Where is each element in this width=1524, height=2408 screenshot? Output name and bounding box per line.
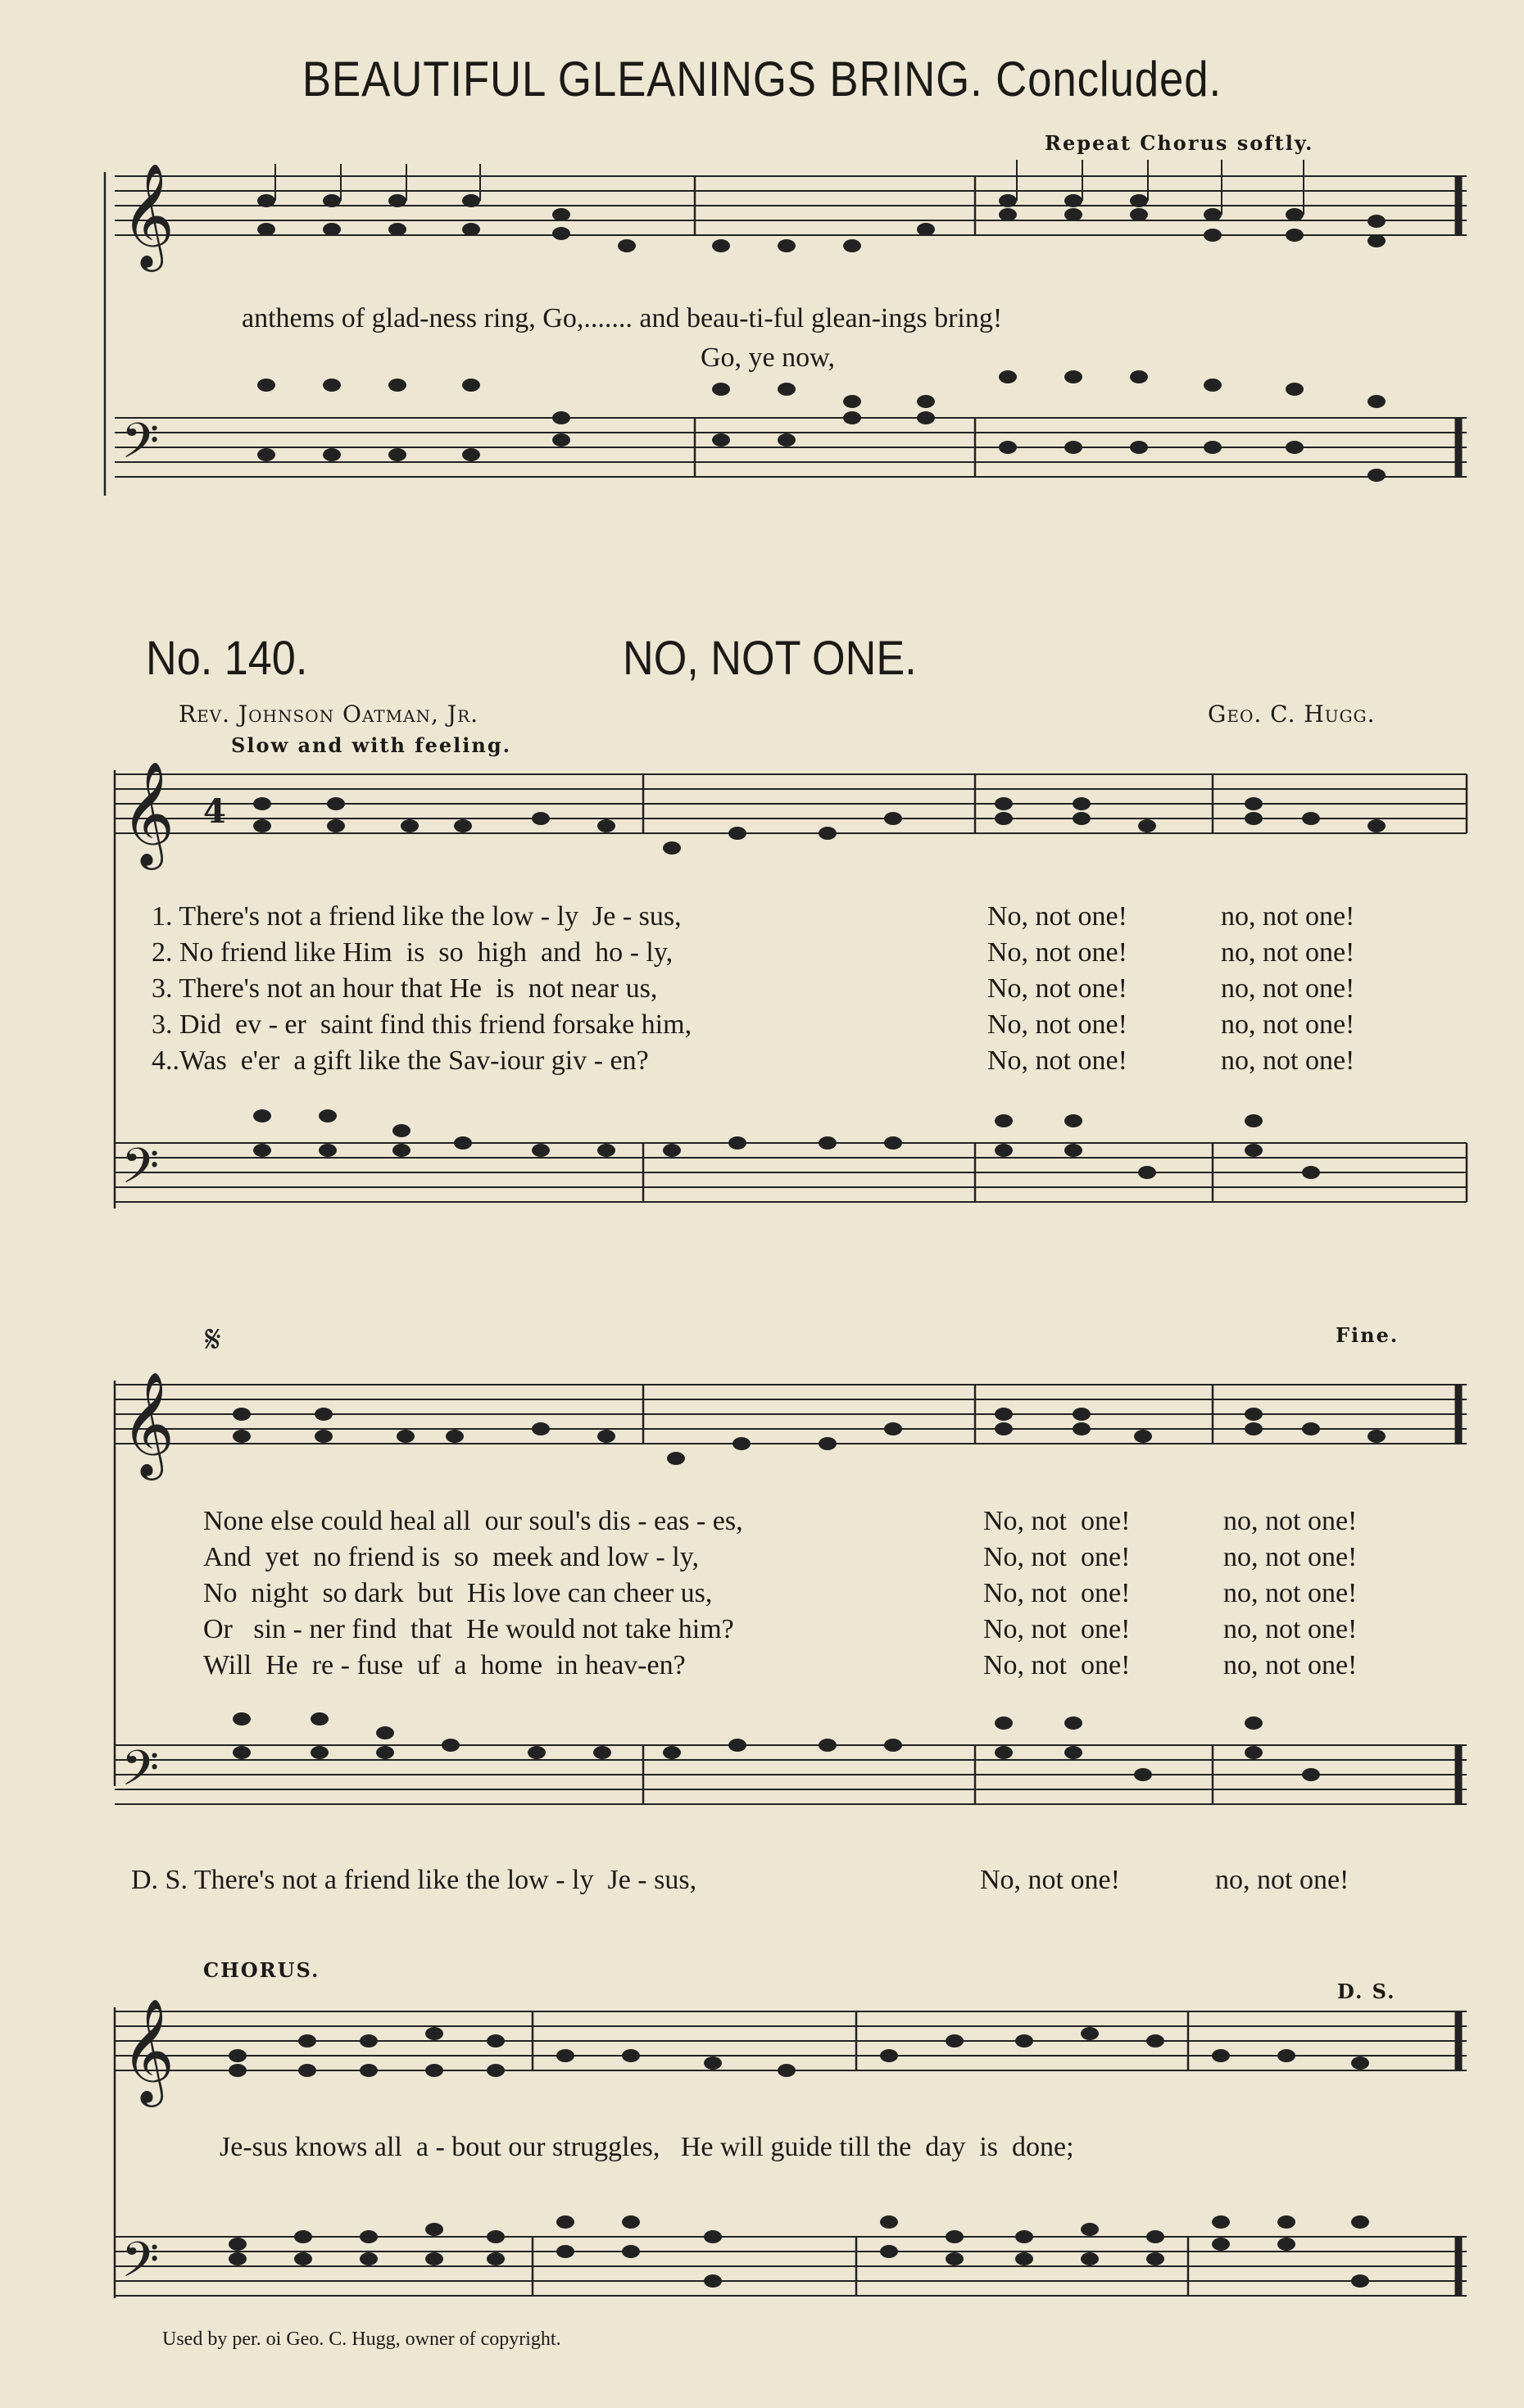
refrain-mid: No, not one!: [983, 1506, 1131, 1536]
refrain-mid: No, not one!: [983, 1578, 1131, 1608]
refrain-right: no, not one!: [1221, 1045, 1355, 1076]
composer: Geo. C. Hugg.: [1208, 701, 1376, 728]
refrain-right: no, not one!: [1221, 901, 1355, 932]
hymn-number: No. 140.: [146, 632, 308, 685]
refrain-mid: No, not one!: [987, 901, 1127, 932]
fine-marking: Fine.: [1336, 1323, 1399, 1347]
repeat-note: Repeat Chorus softly.: [1045, 131, 1314, 155]
page-title: BEAUTIFUL GLEANINGS BRING. Concluded.: [302, 52, 1222, 107]
svg-text:𝄞: 𝄞: [121, 760, 175, 865]
copyright-note: Used by per. oi Geo. C. Hugg, owner of copyright.: [162, 2329, 561, 2350]
svg-text:𝄢: 𝄢: [121, 2231, 160, 2300]
chorus-lyric: Je-sus knows all a - bout our struggles, He will guide till the day is done;: [220, 2132, 1074, 2162]
verse-1-line: 1. There's not a friend like the low - ly Je - sus,: [152, 901, 682, 932]
verse-b-line: Or sin - ner find that He would not take him?: [203, 1614, 734, 1644]
bass-staff-2: [115, 1137, 1467, 1206]
svg-text:𝄢: 𝄢: [121, 1137, 160, 1206]
verse-4-line: 4..Was e'er a gift like the Sav-iour giv - en?: [152, 1045, 649, 1076]
svg-text:𝄞: 𝄞: [121, 1371, 175, 1476]
ds-line-right: no, not one!: [1215, 1865, 1349, 1895]
refrain-mid: No, not one!: [987, 973, 1127, 1004]
svg-text:𝄞: 𝄞: [121, 162, 175, 267]
tempo-marking: Slow and with feeling.: [231, 733, 511, 757]
treble-notes-4: [229, 2027, 1369, 2077]
refrain-right: no, not one!: [1223, 1614, 1358, 1644]
chorus-label: CHORUS.: [203, 1958, 320, 1982]
svg-text:𝄋: 𝄋: [205, 1317, 221, 1361]
treble-staff-4: [115, 1998, 1467, 2107]
refrain-right: no, not one!: [1221, 973, 1355, 1004]
refrain-mid: No, not one!: [983, 1614, 1131, 1644]
refrain-mid: No, not one!: [983, 1542, 1131, 1572]
refrain-right: no, not one!: [1223, 1650, 1358, 1680]
refrain-mid: No, not one!: [987, 1009, 1127, 1040]
ds-marking: D. S.: [1337, 1979, 1396, 2003]
verse-3-line: 3. There's not an hour that He is not near us,: [152, 973, 658, 1004]
verse-b-line: No night so dark but His love can cheer us,: [203, 1578, 713, 1608]
verse-b-line: Will He re - fuse uf a home in heav-en?: [203, 1650, 686, 1680]
verse-2-line: 2. No friend like Him is so high and ho - ly,: [152, 937, 674, 968]
refrain-right: no, not one!: [1223, 1506, 1358, 1536]
lyric-top-main: anthems of glad-ness ring, Go,....... and beau-ti-ful glean-ings bring!: [242, 303, 1003, 333]
refrain-mid: No, not one!: [987, 1045, 1127, 1076]
bass-staff-1: [115, 412, 1467, 481]
verse-3b-line: 3. Did ev - er saint find this friend forsake him,: [152, 1009, 692, 1040]
hymn-title: NO, NOT ONE.: [623, 632, 917, 685]
treble-staff-1: [115, 162, 1467, 272]
music-system-top: [0, 0, 1524, 541]
verse-b-line: And yet no friend is so meek and low - ly,: [203, 1542, 699, 1572]
ds-line-left: D. S. There's not a friend like the low - ly Je - sus,: [131, 1865, 697, 1895]
ds-line-mid: No, not one!: [980, 1865, 1120, 1895]
refrain-right: no, not one!: [1223, 1542, 1358, 1572]
treble-staff-2: [115, 760, 1467, 870]
music-system-verse-2: [0, 1311, 1524, 1835]
lyric-top-sub: Go, ye now,: [701, 342, 835, 373]
svg-text:𝄢: 𝄢: [121, 412, 160, 481]
svg-text:4: 4: [203, 792, 226, 831]
svg-text:𝄢: 𝄢: [121, 1739, 160, 1808]
author: Rev. Johnson Oatman, Jr.: [179, 701, 479, 728]
bass-notes-3: [233, 1712, 1320, 1781]
refrain-right: no, not one!: [1221, 937, 1355, 968]
treble-staff-3: [115, 1371, 1467, 1481]
refrain-right: no, not one!: [1221, 1009, 1355, 1040]
verse-b-line: None else could heal all our soul's dis - eas - es,: [203, 1506, 743, 1536]
refrain-right: no, not one!: [1223, 1578, 1358, 1608]
treble-notes-2: [253, 797, 1386, 855]
refrain-mid: No, not one!: [987, 937, 1127, 968]
svg-text:𝄞: 𝄞: [121, 1998, 175, 2102]
bass-notes-1: [257, 370, 1386, 482]
bass-notes-2: [253, 1109, 1320, 1179]
refrain-mid: No, not one!: [983, 1650, 1131, 1680]
bass-staff-4: [115, 2231, 1467, 2300]
